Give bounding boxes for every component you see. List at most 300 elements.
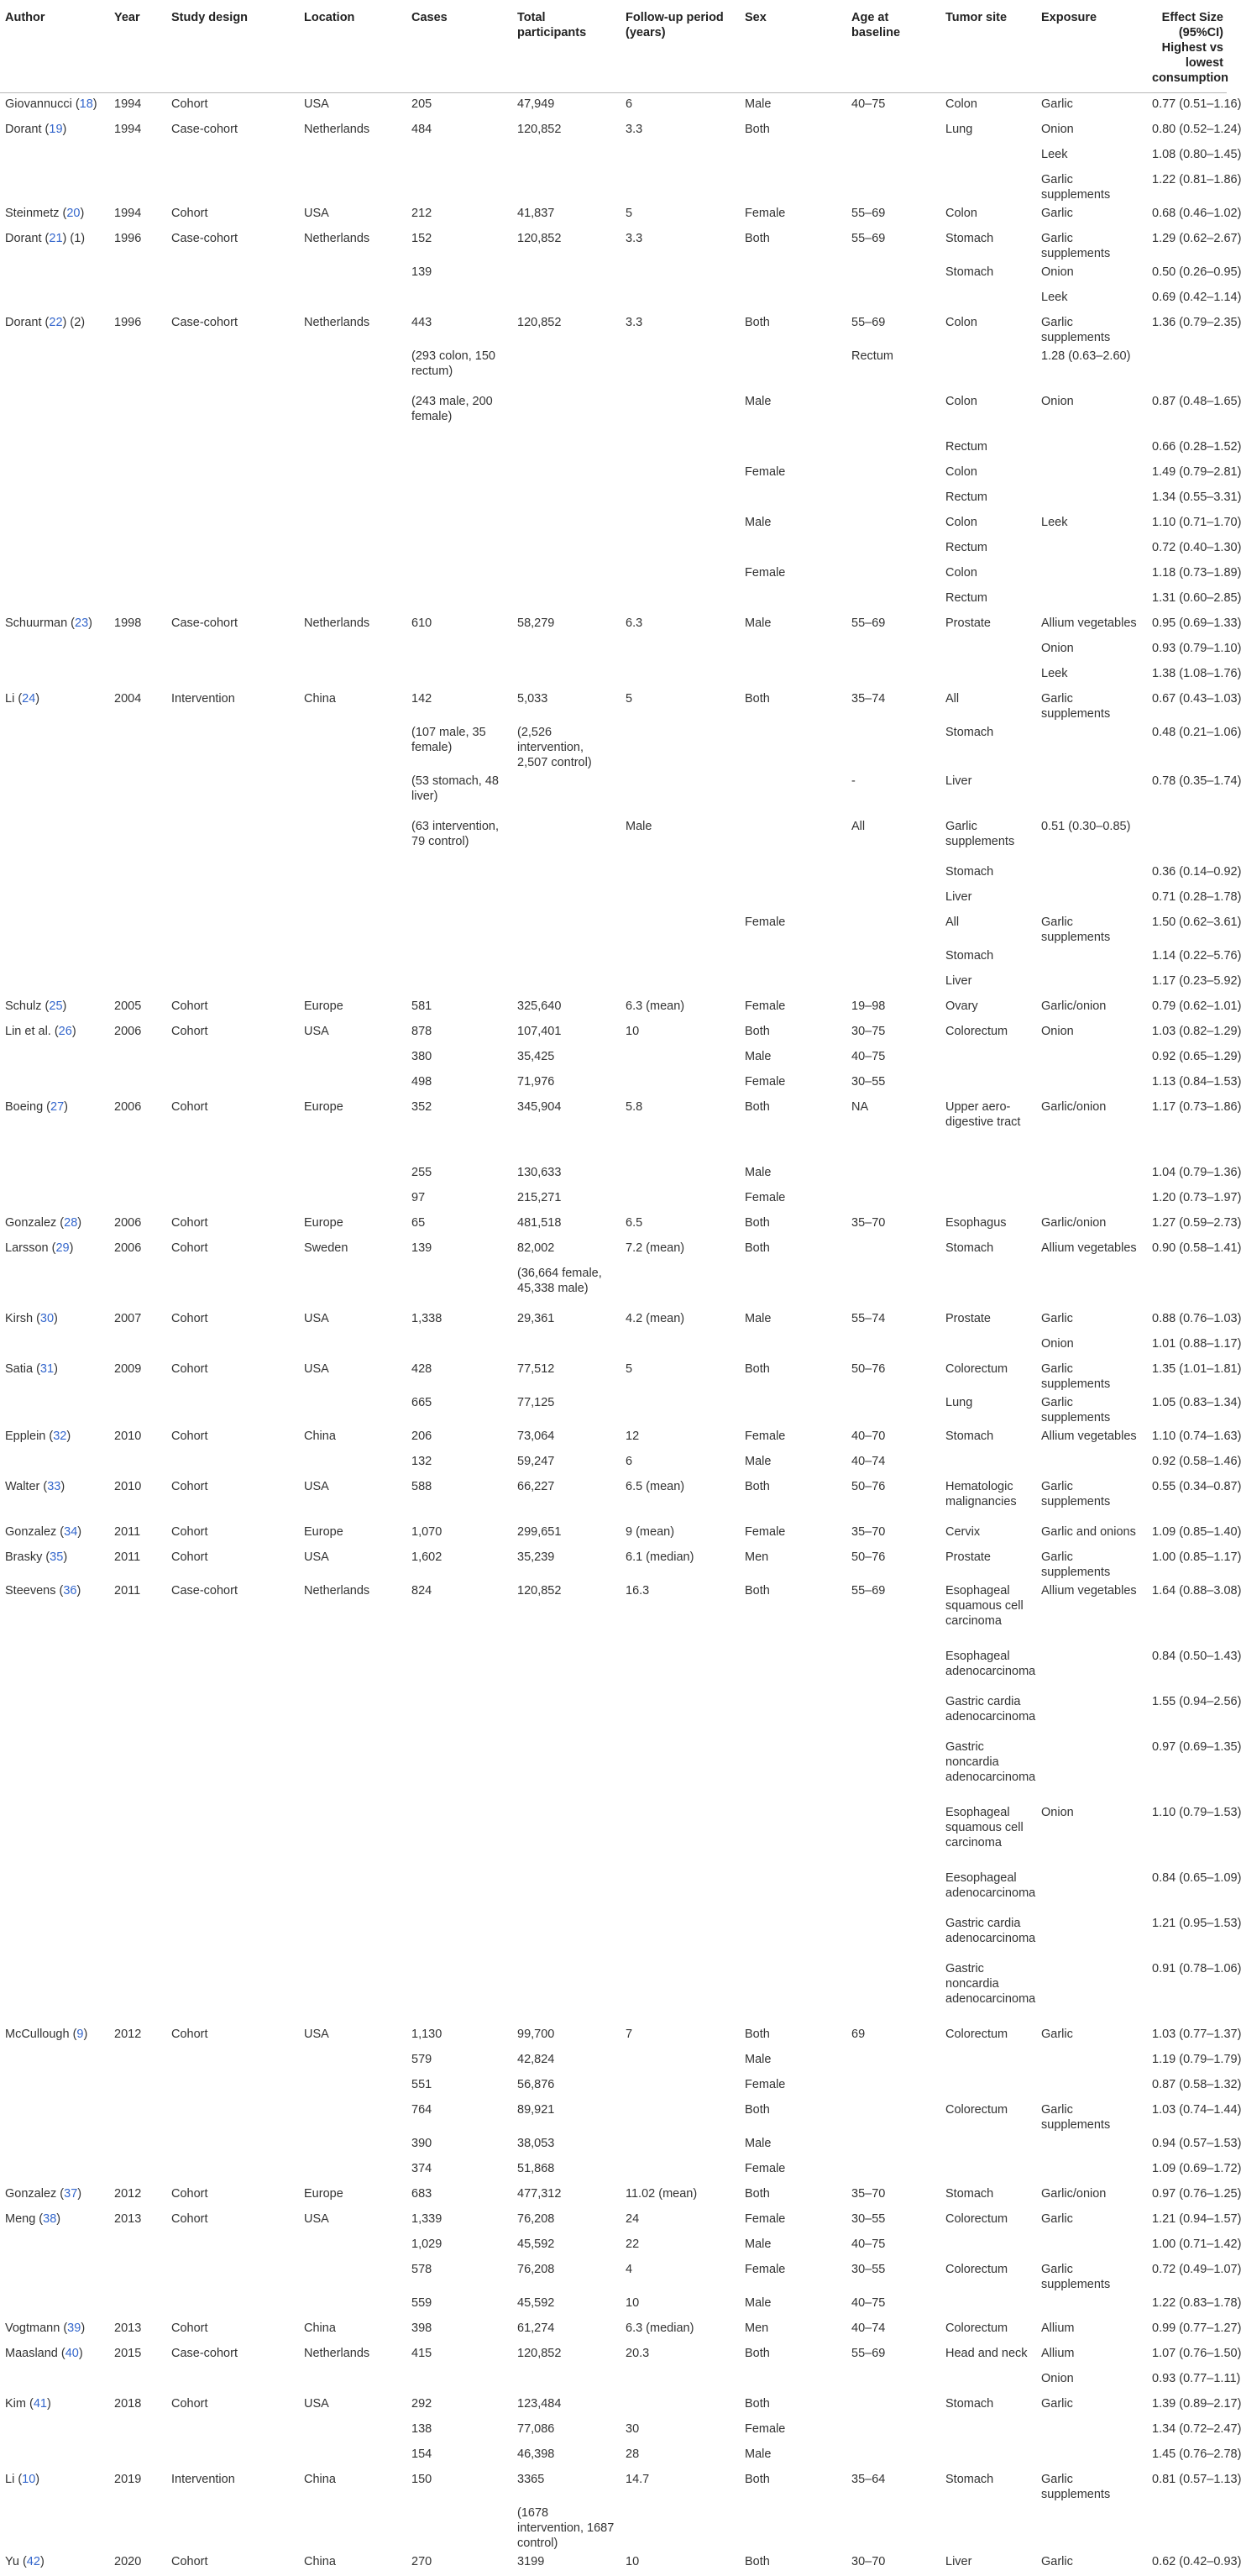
cell-age: 55–69: [846, 228, 940, 261]
cell-follow-up: [620, 2049, 740, 2074]
cell-follow-up: 11.02 (mean): [620, 2183, 740, 2208]
table-row: [0, 512, 1227, 537]
cell-location: [299, 2099, 406, 2133]
cell-study-design: [166, 2502, 299, 2551]
cell-study-design: [166, 886, 299, 911]
cell-author: [0, 261, 109, 286]
cell-location: Sweden: [299, 1237, 406, 1262]
cell-age: [846, 1187, 940, 1212]
table-row: [0, 2551, 1227, 2576]
cell-location: [299, 486, 406, 512]
cell-follow-up: [620, 970, 740, 995]
cell-total-participants: [512, 537, 620, 562]
cell-year: [109, 1451, 166, 1476]
cell-tumor-site: [940, 2368, 1036, 2393]
cell-cases: 878: [406, 1020, 512, 1046]
cell-author: [0, 486, 109, 512]
cell-location: USA: [299, 1358, 406, 1392]
cell-follow-up: 14.7: [620, 2468, 740, 2502]
cell-location: [299, 1392, 406, 1425]
header-sex: Sex: [740, 0, 846, 93]
cell-exposure: 1.28 (0.63–2.60): [1036, 345, 1147, 391]
cell-total-participants: 61,274: [512, 2317, 620, 2343]
cell-age: 40–75: [846, 2233, 940, 2259]
cell-location: [299, 721, 406, 770]
cell-sex: [740, 1333, 846, 1358]
cell-location: [299, 144, 406, 169]
cell-total-participants: 45,592: [512, 2292, 620, 2317]
cell-total-participants: 3365: [512, 2468, 620, 2502]
cell-follow-up: [620, 1958, 740, 2023]
cell-age: 30–70: [846, 2551, 940, 2576]
author-suffix: ): [70, 1241, 74, 1255]
cell-study-design: [166, 537, 299, 562]
cell-exposure: [1036, 1958, 1147, 2023]
cell-year: [109, 770, 166, 816]
reference-link[interactable]: 41: [34, 2397, 47, 2411]
cell-author: [0, 587, 109, 612]
cell-exposure: Onion: [1036, 1333, 1147, 1358]
header-follow-up: Follow-up period (years): [620, 0, 740, 93]
cell-effect-size: 1.38 (1.08–1.76): [1147, 663, 1227, 688]
reference-link[interactable]: 10: [22, 2473, 35, 2486]
cell-total-participants: (1678 intervention, 1687 control): [512, 2502, 620, 2551]
cell-total-participants: [512, 1912, 620, 1958]
cell-author: [0, 93, 109, 119]
cell-tumor-site: [940, 144, 1036, 169]
cell-year: [109, 2233, 166, 2259]
cell-total-participants: 46,398: [512, 2443, 620, 2468]
cell-tumor-site: Stomach: [940, 1425, 1036, 1451]
cell-follow-up: [620, 461, 740, 486]
cell-total-participants: 477,312: [512, 2183, 620, 2208]
cell-cases: 578: [406, 2259, 512, 2292]
cell-effect-size: 0.84 (0.50–1.43): [1147, 1645, 1227, 1691]
cell-effect-size: 0.92 (0.58–1.46): [1147, 1451, 1227, 1476]
cell-age: [846, 861, 940, 886]
reference-link[interactable]: 42: [27, 2555, 40, 2568]
reference-link[interactable]: 36: [63, 1584, 76, 1598]
author-name: Meng (: [5, 2212, 43, 2226]
reference-link[interactable]: 34: [64, 1525, 77, 1539]
cell-author: [0, 2502, 109, 2551]
reference-link[interactable]: 40: [65, 2347, 79, 2360]
cell-author: [0, 886, 109, 911]
cell-cases: 764: [406, 2099, 512, 2133]
cell-author: [0, 2133, 109, 2158]
reference-link[interactable]: 35: [50, 1550, 63, 1564]
cell-age: 35–64: [846, 2468, 940, 2502]
cell-effect-size: 1.09 (0.85–1.40): [1147, 1521, 1227, 1546]
cell-exposure: [1036, 861, 1147, 886]
cell-exposure: Garlic/onion: [1036, 1096, 1147, 1162]
cell-study-design: Cohort: [166, 1020, 299, 1046]
author-name: Gonzalez (: [5, 2187, 64, 2201]
cell-exposure: Leek: [1036, 512, 1147, 537]
cell-age: 30–55: [846, 1071, 940, 1096]
cell-tumor-site: [940, 663, 1036, 688]
cell-author: [0, 537, 109, 562]
table-row: [0, 1425, 1227, 1451]
cell-location: China: [299, 688, 406, 721]
cell-tumor-site: Colon: [940, 391, 1036, 436]
table-row: [0, 2292, 1227, 2317]
cell-location: [299, 1262, 406, 1308]
cell-effect-size: 1.03 (0.82–1.29): [1147, 1020, 1227, 1046]
cell-follow-up: 20.3: [620, 2343, 740, 2368]
cell-year: 1994: [109, 202, 166, 228]
reference-link[interactable]: 20: [66, 207, 80, 220]
reference-link[interactable]: 23: [75, 616, 88, 630]
cell-total-participants: 89,921: [512, 2099, 620, 2133]
table-row: [0, 2049, 1227, 2074]
reference-link[interactable]: 37: [64, 2187, 77, 2201]
cell-exposure: Garlic/onion: [1036, 995, 1147, 1020]
cell-tumor-site: [940, 2074, 1036, 2099]
cell-year: 2006: [109, 1237, 166, 1262]
cell-cases: 581: [406, 995, 512, 1020]
cell-author: [0, 1958, 109, 2023]
cell-follow-up: [620, 1802, 740, 1867]
cell-effect-size: 0.78 (0.35–1.74): [1147, 770, 1227, 816]
cell-year: [109, 1046, 166, 1071]
cell-exposure: Garlic: [1036, 2551, 1147, 2576]
cell-cases: 443: [406, 312, 512, 345]
cell-effect-size: 1.05 (0.83–1.34): [1147, 1392, 1227, 1425]
author-suffix: ): [54, 1312, 58, 1325]
cell-sex: Male: [740, 612, 846, 637]
cell-exposure: [1036, 721, 1147, 770]
cell-author: [0, 1071, 109, 1096]
cell-year: 1994: [109, 93, 166, 119]
cell-cases: [406, 562, 512, 587]
cell-tumor-site: [940, 1162, 1036, 1187]
cell-cases: 683: [406, 2183, 512, 2208]
reference-link[interactable]: 33: [47, 1480, 60, 1493]
table-row: [0, 1308, 1227, 1333]
cell-author: [0, 1187, 109, 1212]
cell-effect-size: [1147, 816, 1227, 861]
table-row: [0, 2368, 1227, 2393]
table-row: [0, 1691, 1227, 1736]
cell-cases: [406, 1333, 512, 1358]
cell-total-participants: [512, 861, 620, 886]
table-row: [0, 2468, 1227, 2502]
cell-location: [299, 2233, 406, 2259]
cell-exposure: [1036, 1451, 1147, 1476]
cell-age: 40–70: [846, 1425, 940, 1451]
cell-effect-size: 0.87 (0.58–1.32): [1147, 2074, 1227, 2099]
cell-follow-up: 3.3: [620, 312, 740, 345]
cell-year: [109, 169, 166, 202]
cell-tumor-site: Stomach: [940, 721, 1036, 770]
cell-exposure: Onion: [1036, 391, 1147, 436]
cell-cases: 1,070: [406, 1521, 512, 1546]
cell-author: [0, 1237, 109, 1262]
cell-year: [109, 1645, 166, 1691]
reference-link[interactable]: 22: [49, 316, 62, 329]
cell-follow-up: 24: [620, 2208, 740, 2233]
cell-follow-up: [620, 486, 740, 512]
cell-total-participants: 45,592: [512, 2233, 620, 2259]
reference-link[interactable]: 24: [22, 692, 35, 706]
cell-age: [846, 537, 940, 562]
reference-link[interactable]: 18: [80, 97, 93, 111]
cell-author: [0, 169, 109, 202]
reference-link[interactable]: 32: [53, 1430, 66, 1443]
cell-author: [0, 1580, 109, 1645]
cell-total-participants: 299,651: [512, 1521, 620, 1546]
table-row: [0, 93, 1227, 119]
cell-exposure: Onion: [1036, 1020, 1147, 1046]
cell-sex: [740, 1802, 846, 1867]
cell-follow-up: 10: [620, 2551, 740, 2576]
cell-tumor-site: Gastric cardia adenocarcinoma: [940, 1912, 1036, 1958]
cell-sex: Both: [740, 2183, 846, 2208]
cell-follow-up: [620, 512, 740, 537]
cell-location: [299, 2158, 406, 2183]
cell-follow-up: [620, 562, 740, 587]
cell-cases: 415: [406, 2343, 512, 2368]
cell-location: Europe: [299, 995, 406, 1020]
author-name: Dorant (: [5, 316, 49, 329]
cell-tumor-site: Gastric noncardia adenocarcinoma: [940, 1958, 1036, 2023]
cell-study-design: Cohort: [166, 2393, 299, 2418]
reference-link[interactable]: 19: [49, 123, 62, 136]
cell-exposure: [1036, 1867, 1147, 1912]
cell-year: [109, 2368, 166, 2393]
reference-link[interactable]: 25: [49, 999, 62, 1013]
table-row: [0, 945, 1227, 970]
cell-exposure: 0.51 (0.30–0.85): [1036, 816, 1147, 861]
table-row: [0, 1358, 1227, 1392]
cell-tumor-site: Colon: [940, 562, 1036, 587]
cell-sex: Female: [740, 2208, 846, 2233]
cell-cases: 579: [406, 2049, 512, 2074]
cell-year: 2010: [109, 1425, 166, 1451]
cell-year: [109, 562, 166, 587]
cell-exposure: [1036, 2418, 1147, 2443]
cell-year: 2013: [109, 2317, 166, 2343]
reference-link[interactable]: 26: [59, 1025, 72, 1038]
cell-tumor-site: [940, 1451, 1036, 1476]
cell-sex: Both: [740, 2099, 846, 2133]
table-row: [0, 1867, 1227, 1912]
cell-location: [299, 970, 406, 995]
cell-study-design: [166, 1187, 299, 1212]
cell-study-design: [166, 2133, 299, 2158]
table-row: [0, 1802, 1227, 1867]
cell-year: [109, 537, 166, 562]
cell-cases: [406, 587, 512, 612]
cell-location: China: [299, 2317, 406, 2343]
cell-effect-size: 1.00 (0.85–1.17): [1147, 1546, 1227, 1580]
cell-exposure: Garlic/onion: [1036, 2183, 1147, 2208]
header-study-design: Study design: [166, 0, 299, 93]
cell-exposure: Garlic/onion: [1036, 1212, 1147, 1237]
cell-tumor-site: Rectum: [940, 436, 1036, 461]
cell-study-design: Cohort: [166, 202, 299, 228]
cell-tumor-site: Prostate: [940, 1546, 1036, 1580]
cell-year: [109, 1958, 166, 2023]
cell-sex: Male: [740, 2292, 846, 2317]
table-row: [0, 2208, 1227, 2233]
cell-location: [299, 770, 406, 816]
cell-cases: 498: [406, 1071, 512, 1096]
cell-author: [0, 391, 109, 436]
table-row: [0, 1451, 1227, 1476]
cell-cases: 270: [406, 2551, 512, 2576]
cell-age: [846, 911, 940, 945]
cell-exposure: Allium: [1036, 2317, 1147, 2343]
cell-author: [0, 2158, 109, 2183]
cell-total-participants: 56,876: [512, 2074, 620, 2099]
cell-exposure: Onion: [1036, 637, 1147, 663]
cell-author: [0, 1020, 109, 1046]
cell-study-design: [166, 169, 299, 202]
cell-exposure: [1036, 2133, 1147, 2158]
cell-year: [109, 2502, 166, 2551]
table-row: [0, 861, 1227, 886]
cell-age: [846, 1958, 940, 2023]
cell-follow-up: 6.5 (mean): [620, 1476, 740, 1521]
cell-sex: Female: [740, 1071, 846, 1096]
cell-cases: [406, 286, 512, 312]
table-row: [0, 312, 1227, 345]
cell-exposure: Leek: [1036, 663, 1147, 688]
reference-link[interactable]: 29: [55, 1241, 69, 1255]
table-row: [0, 1071, 1227, 1096]
cell-exposure: [1036, 770, 1147, 816]
reference-link[interactable]: 38: [43, 2212, 56, 2226]
cell-effect-size: 1.22 (0.83–1.78): [1147, 2292, 1227, 2317]
cell-exposure: Leek: [1036, 286, 1147, 312]
reference-link[interactable]: 39: [67, 2322, 81, 2335]
reference-link[interactable]: 31: [40, 1362, 54, 1376]
cell-sex: [740, 970, 846, 995]
table-row: [0, 286, 1227, 312]
cell-author: [0, 2233, 109, 2259]
cell-age: 30–55: [846, 2208, 940, 2233]
cell-location: [299, 2292, 406, 2317]
cell-age: 35–74: [846, 688, 940, 721]
cell-follow-up: [620, 2133, 740, 2158]
cell-location: [299, 2074, 406, 2099]
reference-link[interactable]: 28: [64, 1216, 77, 1230]
cell-sex: Female: [740, 2074, 846, 2099]
cell-effect-size: 1.49 (0.79–2.81): [1147, 461, 1227, 486]
cell-exposure: Garlic supplements: [1036, 911, 1147, 945]
cell-cases: (107 male, 35 female): [406, 721, 512, 770]
cell-effect-size: 0.71 (0.28–1.78): [1147, 886, 1227, 911]
cell-effect-size: 1.17 (0.23–5.92): [1147, 970, 1227, 995]
cell-sex: Both: [740, 1212, 846, 1237]
cell-sex: [740, 1645, 846, 1691]
cell-location: [299, 945, 406, 970]
cell-sex: [740, 721, 846, 770]
author-suffix: ) (2): [63, 316, 86, 329]
header-row: [0, 0, 1227, 93]
cell-age: [846, 1333, 940, 1358]
cell-author: [0, 2551, 109, 2576]
cell-follow-up: 3.3: [620, 228, 740, 261]
cell-total-participants: 99,700: [512, 2023, 620, 2049]
cell-year: 1996: [109, 312, 166, 345]
cell-effect-size: 0.80 (0.52–1.24): [1147, 118, 1227, 144]
cell-age: -: [846, 770, 940, 816]
cell-author: [0, 1212, 109, 1237]
cell-effect-size: 0.36 (0.14–0.92): [1147, 861, 1227, 886]
cell-total-participants: 76,208: [512, 2208, 620, 2233]
cell-tumor-site: Ovary: [940, 995, 1036, 1020]
cell-sex: Both: [740, 2468, 846, 2502]
cell-tumor-site: [940, 286, 1036, 312]
cell-effect-size: 1.00 (0.71–1.42): [1147, 2233, 1227, 2259]
cell-effect-size: 1.36 (0.79–2.35): [1147, 312, 1227, 345]
cell-location: [299, 637, 406, 663]
table-row: [0, 1187, 1227, 1212]
cell-effect-size: 0.72 (0.49–1.07): [1147, 2259, 1227, 2292]
cell-exposure: [1036, 1736, 1147, 1802]
cell-age: [846, 2418, 940, 2443]
cell-sex: Female: [740, 202, 846, 228]
header-exposure: Exposure: [1036, 0, 1147, 93]
cell-tumor-site: [940, 2233, 1036, 2259]
cell-cases: 352: [406, 1096, 512, 1162]
cell-location: Netherlands: [299, 228, 406, 261]
cell-age: [846, 2368, 940, 2393]
reference-link[interactable]: 30: [40, 1312, 54, 1325]
table-row: [0, 2133, 1227, 2158]
cell-total-participants: 35,425: [512, 1046, 620, 1071]
author-suffix: ): [66, 1430, 71, 1443]
reference-link[interactable]: 9: [76, 2028, 83, 2041]
cell-exposure: [1036, 945, 1147, 970]
cell-author: [0, 461, 109, 486]
author-suffix: ): [56, 2212, 60, 2226]
cell-follow-up: 6.3: [620, 612, 740, 637]
cell-location: [299, 1867, 406, 1912]
author-name: Kim (: [5, 2397, 34, 2411]
cell-age: [846, 169, 940, 202]
table-row: [0, 688, 1227, 721]
cell-exposure: [1036, 2443, 1147, 2468]
cell-sex: Male: [740, 1451, 846, 1476]
cell-author: [0, 2292, 109, 2317]
author-name: Lin et al. (: [5, 1025, 59, 1038]
reference-link[interactable]: 21: [49, 232, 62, 245]
cell-year: 1996: [109, 228, 166, 261]
author-name: Steinmetz (: [5, 207, 66, 220]
cell-effect-size: 1.10 (0.74–1.63): [1147, 1425, 1227, 1451]
cell-follow-up: [620, 770, 740, 816]
reference-link[interactable]: 27: [50, 1100, 64, 1114]
cell-exposure: [1036, 1071, 1147, 1096]
cell-study-design: Cohort: [166, 1425, 299, 1451]
author-name: Giovannucci (: [5, 97, 80, 111]
cell-sex: Male: [740, 1308, 846, 1333]
table-row: [0, 436, 1227, 461]
cell-age: 55–69: [846, 202, 940, 228]
author-name: Li (: [5, 2473, 22, 2486]
cell-tumor-site: Gastric noncardia adenocarcinoma: [940, 1736, 1036, 1802]
cell-age: [846, 2049, 940, 2074]
cell-sex: Both: [740, 2343, 846, 2368]
cell-cases: 255: [406, 1162, 512, 1187]
cell-total-participants: [512, 2368, 620, 2393]
cell-effect-size: 1.14 (0.22–5.76): [1147, 945, 1227, 970]
cell-year: [109, 587, 166, 612]
